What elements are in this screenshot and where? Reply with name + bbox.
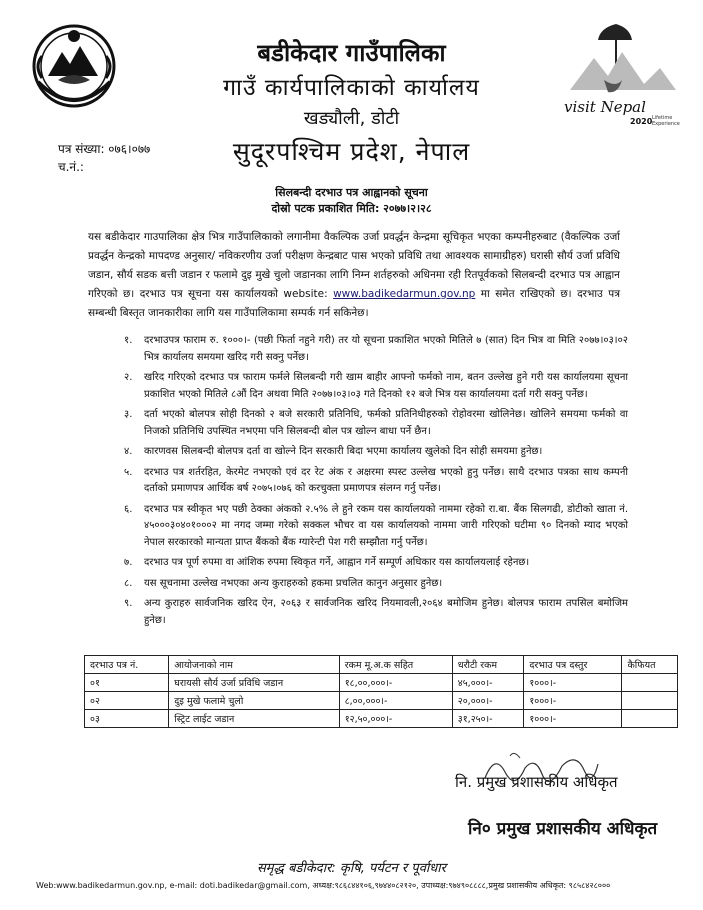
cell-project-name: दुइ मुखे फलामे चुलो bbox=[169, 692, 339, 710]
conditions-list bbox=[88, 333, 628, 633]
condition-text: दरभाउ पत्र शर्तरहित, केरमेट नभएको एवं दर रेट अंक र अक्षरमा स्पस्ट उल्लेख भएको हुनु पर्नेछ। साथै दरभाउ पत्रका साथ कम्पनी दर्ताको प्रमाणपत्र आर्थिक बर्ष २०७५।०७६ को करचुक्ता प्रमाणपत्र संलग्न गर्नु पर्नेछ। bbox=[144, 466, 628, 494]
table-row bbox=[85, 692, 678, 710]
svg-text:Lifetime: Lifetime bbox=[652, 115, 673, 121]
condition-text: दर्ता भएको बोलपत्र सोही दिनको २ बजे सरकारी प्रतिनिधि, फर्मको प्रतिनिधीहरुको रोहोवरमा खोलिनेछ। खोलिने समयमा फर्मको वा निजको प्रतिनिधि उपस्थित नभएमा पनि सिलबन्दी बोल पत्र खोल्न बाधा पर्ने छैन। bbox=[144, 409, 628, 437]
condition-item bbox=[88, 444, 628, 461]
condition-text: कारणवस सिलबन्दी बोलपत्र दर्ता वा खोल्ने दिन सरकारी बिदा भएमा कार्यालय खुलेको दिन सोही समयमा हुनेछ। bbox=[144, 446, 543, 457]
notice-intro bbox=[88, 228, 620, 323]
cell-remarks bbox=[622, 674, 678, 692]
tender-table bbox=[84, 655, 678, 728]
condition-text: खरिद गरिएको दरभाउ पत्र फाराम फर्मले सिलबन्दी गरी खाम बाहीर आफ्नो फर्मको नाम, बतन उल्लेख हुने गरी यस कार्यालयमा सूचना प्रकाशित भएको मितिले ८औं दिन अथवा मिति २०७७।०३।०३ गते दिनको १२ बजे भित्र यस कार्यालयमा दर्ता गरी सक्नु पर्नेछ। bbox=[144, 372, 628, 400]
condition-number: ८. bbox=[124, 577, 133, 589]
svg-text:Experiences: Experiences bbox=[652, 121, 680, 127]
condition-item bbox=[88, 333, 628, 366]
condition-number: १. bbox=[124, 335, 133, 346]
cell-fee: १०००।- bbox=[524, 692, 622, 710]
table-header-row bbox=[85, 656, 678, 674]
condition-number: ५. bbox=[124, 466, 133, 478]
cell-amount: १८,००,०००।- bbox=[339, 674, 452, 692]
col-header-amount: रकम मू.अ.क सहित bbox=[339, 656, 452, 674]
intro-text-2: मा समेत राखिएको छ। दरभाउ पत्र सम्बन्धी बिस्तृत जानकारीका लागि यस गाउँपालिकामा सम्पर्क गर्न सकिनेछ। bbox=[88, 288, 620, 319]
condition-number: ७. bbox=[124, 557, 133, 568]
footer-motto: समृद्ध बडीकेदार: कृषि, पर्यटन र पूर्वाधार bbox=[257, 861, 446, 876]
condition-text: दरभाउपत्र फाराम रु. १०००।- (पछी फिर्ता नहुने गरी) तर यो सूचना प्रकाशित भएको मितिले ७ (सात) दिन भित्र वा मिति २०७७।०३।०२ भित्र कार्यालय समयमा खरिद गरी सक्नु पर्नेछ। bbox=[144, 335, 628, 363]
municipality-name: बडीकेदार गाउँपालिका bbox=[257, 39, 446, 67]
cell-remarks bbox=[622, 710, 678, 728]
cell-tender-no: ०३ bbox=[85, 710, 169, 728]
website-link[interactable]: www.badikedarmun.gov.np bbox=[333, 288, 476, 300]
cell-fee: १०००।- bbox=[524, 710, 622, 728]
cell-amount: १२,५०,०००।- bbox=[339, 710, 452, 728]
condition-text: अन्य कुराहरु सार्वजनिक खरिद ऐन, २०६३ र सार्वजनिक खरिद नियमावली,२०६४ बमोजिम हुनेछ। बोलपत्र फाराम तपसिल बमोजिम हुनेछ। bbox=[144, 598, 628, 626]
cell-project-name: घरायसी सौर्य उर्जा प्रविधि जडान bbox=[169, 674, 339, 692]
condition-number: ४. bbox=[124, 446, 133, 457]
province-name: सुदूरपश्चिम प्रदेश, नेपाल bbox=[232, 137, 471, 166]
cell-fee: १०००।- bbox=[524, 674, 622, 692]
notice-subtitle: दोस्रो पटक प्रकाशित मिति: २०७७।२।२८ bbox=[271, 202, 432, 215]
dispatch-number: च.नं.: bbox=[58, 160, 84, 174]
svg-text:2020: 2020 bbox=[630, 117, 653, 126]
col-header-tender-no: दरभाउ पत्र नं. bbox=[85, 656, 169, 674]
col-header-remarks: कैफियत bbox=[622, 656, 678, 674]
cell-tender-no: ०२ bbox=[85, 692, 169, 710]
table-row bbox=[85, 710, 678, 728]
condition-item bbox=[88, 596, 628, 629]
col-header-project-name: आयोजनाको नाम bbox=[169, 656, 339, 674]
reference-number: पत्र संख्या: ०७६।०७७ bbox=[58, 142, 151, 156]
cell-deposit: २०,०००।- bbox=[452, 692, 524, 710]
footer-contact: Web:www.badikedarmun.gov.np, e-mail: doti.badikedar@gmail.com, अध्यक्ष:९८६८४४१०६,९७४४०८२१२०, उपाध्यक्ष:९७४९०८८८८,प्रमुख प्रशासकीय अधिकृत: ९८५८४२८००० bbox=[36, 881, 611, 890]
condition-number: ९. bbox=[124, 598, 133, 609]
condition-text: यस सूचनामा उल्लेख नभएका अन्य कुराहरुको हकमा प्रचलित कानुन अनुसार हुनेछ। bbox=[144, 577, 443, 589]
condition-number: ६. bbox=[124, 503, 133, 515]
notice-title: सिलबन्दी दरभाउ पत्र आह्वानको सूचना bbox=[275, 186, 428, 199]
office-name: गाउँ कार्यपालिकाको कार्यालय bbox=[223, 75, 480, 101]
cell-deposit: ४५,०००।- bbox=[452, 674, 524, 692]
condition-text: दरभाउ पत्र स्वीकृत भए पछी ठेक्का अंकको २.५% ले हुने रकम यस कार्यालयको नाममा रहेको रा.बा. बैंक सिलगढी, डोटीको खाता नं. ४५०००३०४०१०००२ मा नगद जम्मा गरेको सक्कल भौचर वा यस कार्यालयको नाममा जारी गरिएको घटीमा ९० दिनको म्याद भएको नेपाल सरकारको मान्यता प्राप्त बैंकको बैंक ग्यारेन्टी पेश गरी सम्झौता गर्नु पर्नेछ। bbox=[144, 503, 628, 548]
condition-number: २. bbox=[124, 372, 133, 383]
office-location: खड्यौली, डोटी bbox=[303, 108, 400, 129]
cell-tender-no: ०१ bbox=[85, 674, 169, 692]
condition-item bbox=[88, 465, 628, 498]
signatory-title: नि. प्रमुख प्रशासकीय अधिकृत bbox=[455, 773, 618, 791]
visit-nepal-text bbox=[680, 18, 681, 19]
condition-text: दरभाउ पत्र पूर्ण रुपमा वा आंशिक रुपमा स्विकृत गर्ने, आह्वान गर्ने सम्पूर्ण अधिकार यस कार्यालयलाई रहेनछ। bbox=[144, 557, 530, 568]
col-header-fee: दरभाउ पत्र दस्तुर bbox=[524, 656, 622, 674]
condition-item bbox=[88, 555, 628, 572]
cell-amount: ८,००,०००।- bbox=[339, 692, 452, 710]
condition-item bbox=[88, 576, 628, 593]
condition-number: ३. bbox=[124, 409, 133, 420]
cell-deposit: ३१,२५०।- bbox=[452, 710, 524, 728]
svg-text:visit Nepal: visit Nepal bbox=[564, 98, 646, 116]
cell-remarks bbox=[622, 692, 678, 710]
intro-text-1: यस बडीकेदार गाउपालिका क्षेत्र भित्र गाउँपालिकाको लगानीमा वैकल्पिक उर्जा प्रवर्द्धन केन्द्रमा सूचिकृत भएका कम्पनीहरुबाट (वैकल्पिक उर्जा प्रवर्द्धन केन्द्रको मापदण्ड अनुसार/ नविकरणीय उर्जा परीक्षण केन्द्रबाट पास भएको प्रविधि तथा आवश्यक सामाग्रीहरु) घरासी सौर्य उर्जा प्रविधि जडान, सौर्य सडक बत्ती जडान र फलामे दुइ मुखे चुलो जडानका लागि निम्न शर्तहरुको अधिनमा रही रितपूर्वकको सिलबन्दी दरभाउ पत्र आह्वान गरिएको छ। दरभाउ पत्र सूचना यस कार्यालयको website: bbox=[88, 231, 620, 300]
cell-project-name: स्ट्रिट लाईट जडान bbox=[169, 710, 339, 728]
table-row bbox=[85, 674, 678, 692]
col-header-deposit: धरौटी रकम bbox=[452, 656, 524, 674]
condition-item bbox=[88, 502, 628, 552]
official-stamp: नि० प्रमुख प्रशासकीय अधिकृत bbox=[468, 819, 658, 839]
condition-item bbox=[88, 370, 628, 403]
condition-item bbox=[88, 407, 628, 440]
